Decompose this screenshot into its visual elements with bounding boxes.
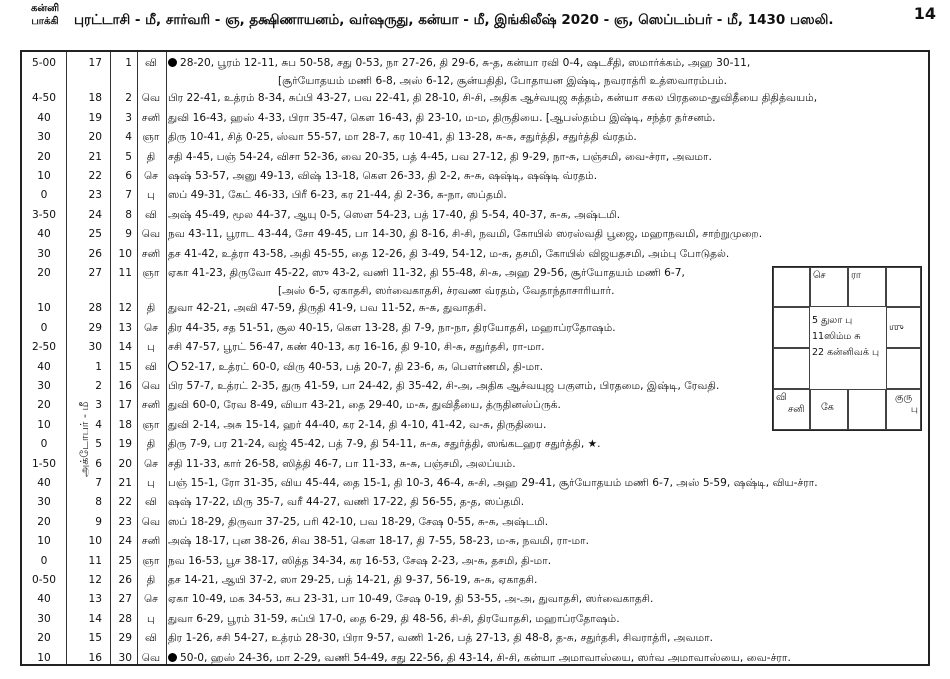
row-details <box>168 206 926 225</box>
tamil-date-cell: 28 <box>118 612 132 625</box>
table-row <box>22 109 928 128</box>
balance-cell: 30 <box>37 131 51 144</box>
page-number: 14 <box>913 4 936 23</box>
row-details <box>168 590 926 609</box>
weekday-cell: வி <box>144 360 158 373</box>
rasi-cell-text: குரு <box>895 392 913 403</box>
english-date-cell: 25 <box>88 228 102 241</box>
balance-cell: 1-50 <box>31 457 57 470</box>
balance-cell: 20 <box>37 150 51 163</box>
row-details-text: ஷஷ் 53-57, அனு 49-13, விஷ் 13-18, கௌ 26-33, தி 2-2, சு-சு, ஷஷ்டி, ஷஷ்டி வ்ரதம். <box>168 170 598 182</box>
table-row <box>22 206 928 225</box>
full-moon-icon <box>168 361 178 371</box>
weekday-cell: சனி <box>141 111 161 124</box>
table-row <box>22 435 928 454</box>
tamil-date-cell: 13 <box>118 321 132 334</box>
english-date-cell: 2 <box>95 380 102 392</box>
english-date-cell: 15 <box>88 632 102 645</box>
row-details-text: 50-0, ஹஸ் 24-36, மா 2-29, வணி 54-49, சது 22-56, தி 43-14, சி-சி, கன்யா அமாவாஸ்யை, ஸர்வ அமாவாஸ்யை, வை-ச்ரா. <box>180 651 791 664</box>
english-date-cell: 14 <box>88 612 102 625</box>
balance-cell: 10 <box>37 302 51 315</box>
table-row <box>22 89 928 108</box>
row-details <box>168 128 926 147</box>
weekday-cell: வி <box>144 57 158 69</box>
tamil-date-cell: 11 <box>118 267 132 279</box>
rasi-cell <box>886 267 921 307</box>
weekday-cell: பு <box>147 189 155 202</box>
tamil-date-cell: 17 <box>118 399 132 412</box>
row-details-text: பஞ் 15-1, ரோ 31-35, விய 45-44, தை 15-1, தி 10-3, 46-4, சு-சி, அஹ 29-41, சூர்யோதயம் மணி 6-7, அஸ் 5-59, ஷஷ்டி, விய-ச்ரா. <box>168 477 818 489</box>
row-details-text: துவா 42-21, அவி 47-59, திருதி 41-9, பவ 11-52, சு-சு, துவாதசி. <box>168 302 487 315</box>
tamil-date-cell: 30 <box>118 651 132 664</box>
tamil-date-cell: 15 <box>118 360 132 373</box>
weekday-cell: வெ <box>141 92 161 105</box>
row-details <box>168 532 926 551</box>
tamil-date-cell: 20 <box>118 457 132 470</box>
weekday-cell: தி <box>146 150 156 163</box>
english-date-cell: 7 <box>95 477 102 489</box>
row-details <box>168 474 926 493</box>
english-date-cell: 30 <box>88 341 102 354</box>
balance-cell: 20 <box>37 632 51 645</box>
table-row <box>22 493 928 512</box>
table-row-continuation <box>22 73 928 89</box>
weekday-cell: ஞா <box>142 418 160 431</box>
balance-cell: 10 <box>37 535 51 548</box>
row-details-text: சதி 11-33, கார் 26-58, ஸித்தி 46-7, பா 11-33, சு-சு, பஞ்சமி, அலப்யம். <box>168 457 516 470</box>
rasi-cell <box>773 307 810 348</box>
weekday-cell: செ <box>143 457 159 470</box>
month-label: அக்டோபர் - மீ <box>78 401 91 477</box>
row-details-text: தச 41-42, உத்ரா 43-58, அதி 45-55, தை 12-26, தி 3-49, 54-12, ம-சு, தசமி, கோயில் விஜயதசமி, அம்பு போடுதல். <box>168 247 730 260</box>
weekday-cell: வெ <box>141 515 161 528</box>
english-date-cell: 10 <box>88 535 102 548</box>
english-date-cell: 5 <box>95 438 102 451</box>
tamil-date-cell: 1 <box>125 57 132 69</box>
table-row <box>22 167 928 186</box>
balance-cell: 0 <box>40 321 48 334</box>
rasi-cell <box>773 389 810 430</box>
tamil-date-cell: 7 <box>125 189 132 202</box>
balance-cell: 4-50 <box>31 92 57 105</box>
weekday-cell: செ <box>143 170 159 182</box>
row-details-text: அஷ் 18-17, புன 38-26, சிவ 38-51, கௌ 18-17, தி 7-55, 58-23, ம-சு, நவமி, ரா-மா. <box>168 535 590 548</box>
table-row <box>22 629 928 648</box>
balance-cell: 5-00 <box>31 57 57 69</box>
weekday-cell: பு <box>147 341 155 354</box>
english-date-cell: 1 <box>95 360 102 373</box>
balance-cell: 3-50 <box>31 208 57 221</box>
tamil-date-cell: 10 <box>118 247 132 260</box>
rasi-cell <box>886 389 921 430</box>
row-details-text: திரு 7-9, பர 21-24, வஜ் 45-42, பத் 7-9, தி 54-11, சு-சு, சதுர்த்தி, ஸங்கடஹர சதுர்த்தி, ★. <box>168 438 601 451</box>
row-details <box>168 89 926 108</box>
row-details <box>168 629 926 648</box>
balance-cell: 0 <box>40 438 48 451</box>
english-date-cell: 9 <box>95 515 102 528</box>
table-row <box>22 513 928 532</box>
balance-cell: 10 <box>37 418 51 431</box>
row-details-text: [அஸ் 6-5, ஏகாதசி, ஸர்வைகாதசி, ச்ரவண வ்ரதம், வேதாந்தாசாரியார். <box>278 285 615 298</box>
row-details-text: திர 44-35, சத 51-51, சூல 40-15, கௌ 13-28, தி 7-9, நா-நா, திரயோதசி, மஹாப்ரதோஷம். <box>168 321 616 334</box>
english-date-cell: 23 <box>88 189 102 202</box>
english-date-cell: 19 <box>88 111 102 124</box>
table-row <box>22 225 928 244</box>
row-details-text: ஏகா 10-49, மக 34-53, சுப 23-31, பா 10-49, சேஷ 0-19, தி 53-55, அ-அ, துவாதசி, ஸர்வைகாதசி. <box>168 593 654 606</box>
tamil-date-cell: 16 <box>118 380 132 392</box>
balance-cell: 0-50 <box>31 574 57 586</box>
english-date-cell: 29 <box>88 321 102 334</box>
weekday-cell: வி <box>144 632 158 645</box>
english-date-cell: 27 <box>88 267 102 279</box>
row-details <box>168 435 926 454</box>
table-row <box>22 571 928 590</box>
rasi-cell-text: வி <box>776 392 787 403</box>
rasi-cell <box>886 307 921 348</box>
row-details <box>168 649 926 668</box>
rasi-center-line: 22 கன்னிவக் பு <box>812 347 880 358</box>
table-row <box>22 552 928 571</box>
english-date-cell: 3 <box>95 399 102 412</box>
rasi-cell <box>848 389 886 430</box>
balance-cell: 40 <box>37 593 51 606</box>
english-date-cell: 28 <box>88 302 102 315</box>
row-details-text: துவி 60-0, ரேவ 8-49, வியா 43-21, தை 29-40, ம-சு, துவிதீயை, த்ருதினஸ்ப்ருக். <box>168 399 561 412</box>
rasi-cell-text: பு <box>910 404 918 415</box>
weekday-cell: சனி <box>141 399 161 412</box>
rasi-center-line: 11ஸிம்ம சு <box>812 331 861 342</box>
row-details <box>168 225 926 244</box>
balance-cell: 40 <box>37 111 51 124</box>
row-details-text: ஷஷ் 17-22, மிரு 35-7, வரீ 44-27, வணி 17-22, தி 56-55, த-த, ஸப்தமி. <box>168 496 525 509</box>
english-date-cell: 8 <box>95 496 102 509</box>
balance-cell: 20 <box>37 399 51 412</box>
table-row <box>22 590 928 609</box>
balance-cell: 2-50 <box>31 341 57 354</box>
weekday-cell: வெ <box>141 228 161 241</box>
balance-cell: 20 <box>37 267 51 279</box>
english-date-cell: 4 <box>95 418 102 431</box>
rasi-cell <box>886 348 921 389</box>
tamil-date-cell: 25 <box>118 554 132 567</box>
tamil-date-cell: 24 <box>118 535 132 548</box>
row-details <box>168 455 926 474</box>
weekday-cell: வெ <box>141 380 161 392</box>
tamil-date-cell: 22 <box>118 496 132 509</box>
balance-cell: 10 <box>37 651 51 664</box>
tamil-date-cell: 14 <box>118 341 132 354</box>
row-details-text: 52-17, உத்ரட் 60-0, விரு 40-53, பத் 20-7, தி 23-6, சு, பௌர்ணமி, தி-மா. <box>181 360 544 373</box>
english-date-cell: 17 <box>88 57 102 69</box>
row-details-text: துவா 6-29, பூரம் 31-59, சுப்பி 17-0, தை 6-29, தி 48-56, சி-சி, திரயோதசி, மஹாப்ரதோஷம். <box>168 612 620 625</box>
weekday-cell: ஞா <box>142 131 160 144</box>
weekday-cell: செ <box>143 593 159 606</box>
new-moon-icon <box>168 58 177 67</box>
row-details <box>168 186 926 205</box>
tamil-date-cell: 6 <box>125 170 132 182</box>
row-details-text: நவ 43-11, பூராட 43-44, சோ 49-45, பா 14-30, தி 8-16, சி-சி, நவமி, கோயில் ஸரஸ்வதி பூஜை, மஹாநவமி, சாற்றுமுறை. <box>168 228 763 241</box>
row-details <box>168 552 926 571</box>
row-details-text: சசி 47-57, பூரட் 56-47, கண் 40-13, கர 16-16, தி 9-10, சி-சு, சதுர்தசி, ரா-மா. <box>168 341 545 354</box>
row-details <box>168 167 926 186</box>
table-row <box>22 610 928 629</box>
weekday-cell: தி <box>146 574 156 586</box>
row-details-text: திர 1-26, சசி 54-27, உத்ரம் 28-30, பிரா 9-57, வணி 1-26, பத் 27-13, தி 48-8, த-சு, சதுர்தசி, சிவராத்ரி, அவமா. <box>168 632 714 645</box>
english-date-cell: 20 <box>88 131 102 144</box>
table-row <box>22 455 928 474</box>
header-left-label <box>20 2 70 28</box>
table-row <box>22 474 928 493</box>
page-title: புரட்டாசி - மீ, சார்வரி - ஞ, தக்ஷிணாயனம், வர்ஷருது, கன்யா - மீ, இங்கிலீஷ் 2020 - ஞ, ஸெப்டம்பர் - மீ, 1430 பஸலி. <box>74 12 834 28</box>
balance-cell: 40 <box>37 228 51 241</box>
table-row <box>22 186 928 205</box>
table-row <box>22 54 928 73</box>
table-row <box>22 649 928 668</box>
tamil-date-cell: 21 <box>118 477 132 489</box>
rasi-cell <box>773 348 810 389</box>
rasi-chart <box>772 266 922 431</box>
english-date-cell: 12 <box>88 574 102 586</box>
row-details-text: துவி 16-43, ஹஸ் 4-33, பிரா 35-47, கௌ 16-43, தி 23-10, ம-ம, திருதியை. [ஆபஸ்தம்ப இஷ்டி, சந்த்ர தர்சனம். <box>168 111 716 124</box>
balance-cell: 0 <box>40 189 48 202</box>
tamil-date-cell: 19 <box>118 438 132 451</box>
tamil-date-cell: 3 <box>125 111 132 124</box>
row-details-text: [சூர்யோதயம் மணி 6-8, அஸ் 6-12, சூன்யதிதி, போதாயன இஷ்டி, நவராத்ரி உத்ஸவாரம்பம். <box>278 75 727 88</box>
tamil-date-cell: 23 <box>118 515 132 528</box>
balance-cell: 30 <box>37 496 51 509</box>
english-date-cell: 11 <box>88 554 102 567</box>
balance-cell: 10 <box>37 170 51 182</box>
balance-cell: 40 <box>37 477 51 489</box>
rasi-cell-text: ஶு <box>889 322 904 333</box>
rasi-cell-text: கே <box>821 402 834 413</box>
row-details <box>168 571 926 590</box>
english-date-cell: 18 <box>88 92 102 105</box>
row-details <box>168 148 926 167</box>
row-details-text: ஏகா 41-23, திருவோ 45-22, ஸு 43-2, வணி 11-32, தி 55-48, சி-சு, அஹ 29-56, சூர்யோதயம் மணி 6-7, <box>168 267 685 279</box>
rasi-center-line: 5 துலா பு <box>812 315 853 326</box>
tamil-date-cell: 8 <box>125 208 132 221</box>
rasi-cell <box>773 267 810 307</box>
row-details <box>168 610 926 629</box>
weekday-cell: ஞா <box>142 267 160 279</box>
row-details <box>168 54 926 73</box>
english-date-cell: 21 <box>88 150 102 163</box>
row-details-text: துவி 2-14, அசு 15-14, ஹர் 44-40, கர 2-14, தி 4-10, 41-42, வ-சு, திருதியை. <box>168 418 547 431</box>
row-details <box>168 493 926 512</box>
balance-cell: 30 <box>37 247 51 260</box>
balance-cell: 30 <box>37 380 51 392</box>
balance-cell: 0 <box>40 554 48 567</box>
row-details-text: பிர 57-7, உத்ரட் 2-35, துரு 41-59, பா 24-42, தி 35-42, சி-அ, அதிக ஆச்வயுஜ பகுளம், பிரதமை, இஷ்டி, ரேவதி. <box>168 380 720 392</box>
row-details <box>168 109 926 128</box>
weekday-cell: செ <box>143 321 159 334</box>
weekday-cell: பு <box>147 612 155 625</box>
row-details-text: திரு 10-41, சித் 0-25, ஸ்வா 55-57, மா 28-7, கர 10-41, தி 13-28, சு-சு, சதுர்த்தி, சதுர்த்தி வ்ரதம். <box>168 131 637 144</box>
tamil-date-cell: 5 <box>125 150 132 163</box>
row-details-text: அஷ் 45-49, மூல 44-37, ஆயு 0-5, ஸௌ 54-23, பத் 17-40, தி 5-54, 40-37, சு-சு, அஷ்டமி. <box>168 208 621 221</box>
table-row <box>22 245 928 264</box>
row-details-text: 28-20, பூரம் 12-11, சுப 50-58, சது 0-53, நா 27-26, தி 29-6, சு-த, கன்யா ரவி 0-4, ஷடசீதி, ஸமார்க்கம், அஹ 30-11, <box>180 57 751 69</box>
tamil-date-cell: 29 <box>118 632 132 645</box>
weekday-cell: வி <box>144 496 158 509</box>
tamil-date-cell: 12 <box>118 302 132 315</box>
balance-cell: 30 <box>37 612 51 625</box>
tamil-date-cell: 2 <box>125 92 132 105</box>
weekday-cell: வெ <box>141 651 161 664</box>
row-details <box>168 73 950 89</box>
english-date-cell: 22 <box>88 170 102 182</box>
row-details-text: நவ 16-53, பூச 38-17, ஸித்த 34-34, கர 16-53, சேஷ 2-23, அ-சு, தசமி, தி-மா. <box>168 554 552 567</box>
weekday-cell: தி <box>146 438 156 451</box>
rasi-cell-text: சனி <box>788 404 805 415</box>
row-details-text: ஸப் 18-29, திருவா 37-25, பரி 42-10, பவ 18-29, சேஷ 0-55, சு-சு, அஷ்டமி. <box>168 515 549 528</box>
table-row <box>22 128 928 147</box>
weekday-cell: தி <box>146 302 156 315</box>
rasi-center <box>810 307 886 389</box>
weekday-cell: வி <box>144 208 158 221</box>
row-details-text: பிர 22-41, உத்ரம் 8-34, சுப்பி 43-27, பவ 22-41, தி 28-10, சி-சி, அதிக ஆச்வயுஜ சுத்தம், கன்யா சகல பிரதமை-துவிதீயை திதித்வயம், <box>168 92 818 105</box>
tamil-date-cell: 26 <box>118 574 132 586</box>
row-details <box>168 245 926 264</box>
tamil-date-cell: 9 <box>125 228 132 241</box>
row-details-text: ஸப் 49-31, கேட் 46-33, பிரீ 6-23, கர 21-44, தி 2-36, சு-நா, ஸப்தமி. <box>168 189 507 202</box>
english-date-cell: 13 <box>88 593 102 606</box>
weekday-cell: சனி <box>141 247 161 260</box>
weekday-cell: ஞா <box>142 554 160 567</box>
new-moon-icon <box>168 653 177 662</box>
header-kanni: கன்னி <box>30 3 60 14</box>
tamil-date-cell: 18 <box>118 418 132 431</box>
rasi-cell-text: ரா <box>851 270 861 281</box>
rasi-cell <box>810 267 848 307</box>
tamil-date-cell: 4 <box>125 131 132 144</box>
english-date-cell: 24 <box>88 208 102 221</box>
table-row <box>22 532 928 551</box>
weekday-cell: பு <box>147 477 155 489</box>
balance-cell: 40 <box>37 360 51 373</box>
tamil-date-cell: 27 <box>118 593 132 606</box>
rasi-cell <box>848 267 886 307</box>
balance-cell: 20 <box>37 515 51 528</box>
row-details <box>168 513 926 532</box>
rasi-cell <box>810 389 848 430</box>
rasi-cell-text: செ <box>813 270 826 281</box>
row-details-text: சதி 4-45, பஞ் 54-24, விசா 52-36, வை 20-35, பத் 4-45, பவ 27-12, தி 9-29, நா-சு, பஞ்சமி, வை-ச்ரா, அவமா. <box>168 150 712 163</box>
row-details-text: தச 14-21, ஆயி 37-2, ஸா 29-25, பத் 14-21, தி 9-37, 56-19, சு-சு, ஏகாதசி. <box>168 574 538 586</box>
weekday-cell: சனி <box>141 535 161 548</box>
english-date-cell: 26 <box>88 247 102 260</box>
english-date-cell: 6 <box>95 457 102 470</box>
english-date-cell: 16 <box>88 651 102 664</box>
table-row <box>22 148 928 167</box>
header-bakki: பாக்கி <box>31 16 59 27</box>
